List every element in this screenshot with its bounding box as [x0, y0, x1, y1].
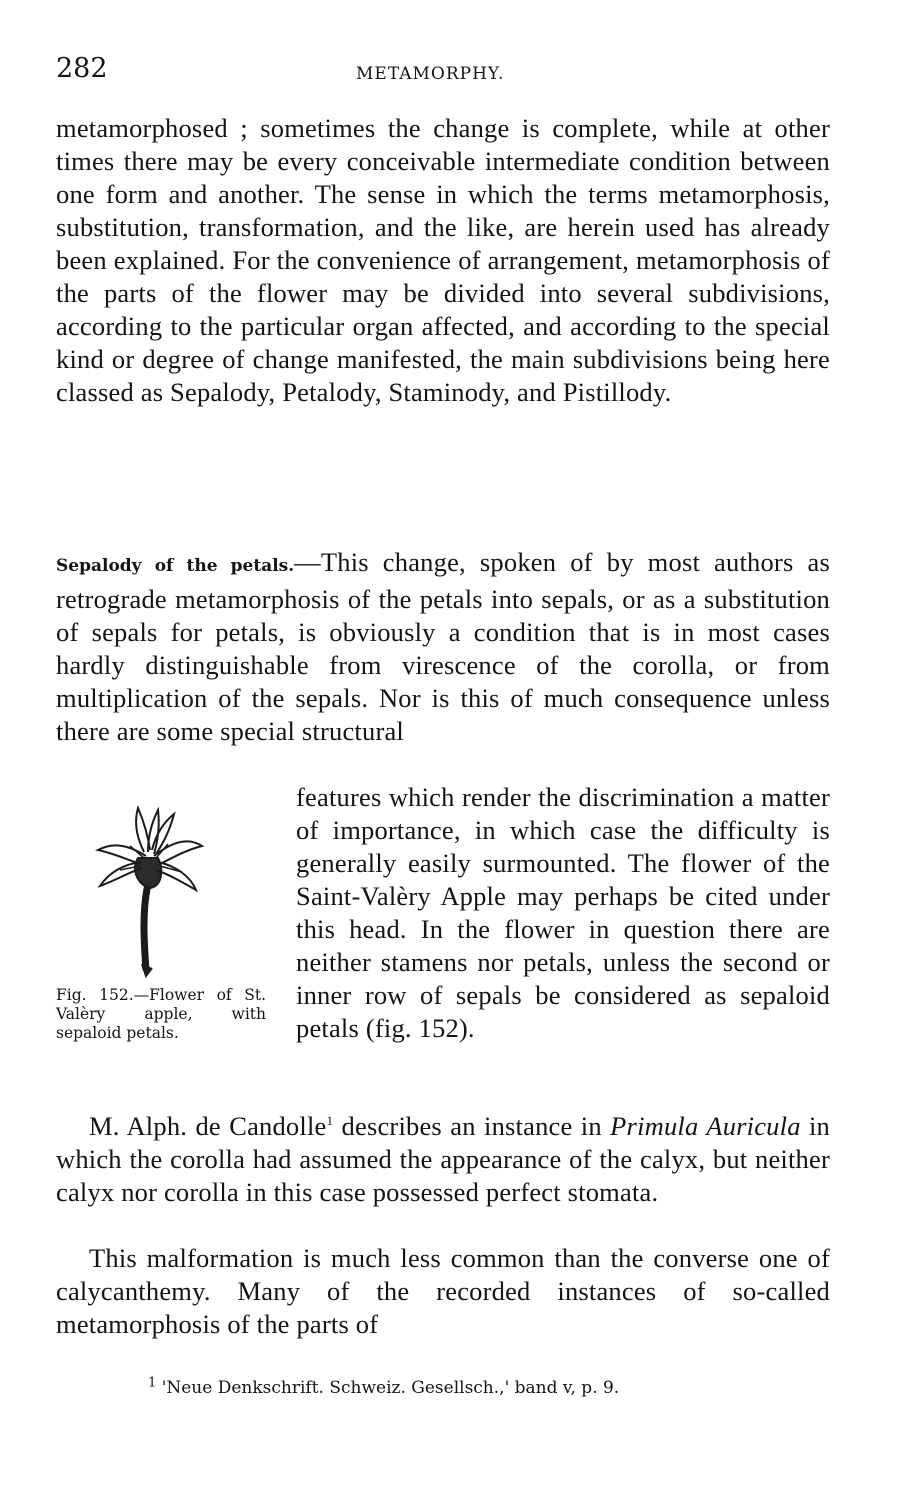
stem — [144, 884, 148, 970]
author-name: M. Alph. de Candolle — [89, 1111, 327, 1141]
paragraph-malformation: This malformation is much less common than the converse one of calycanthemy. Many of the recorded instances of so-called metamorphosis of the parts of — [56, 1243, 830, 1339]
candolle-text-before: describes an instance in — [333, 1111, 611, 1141]
paragraph-saint-valery-apple: features which render the discrimination a matter of importance, in which case the difficulty is generally easily surmounted. The flower of the Saint-Valèry Apple may perhaps be cited under this head. In the flower in question there are neither stamens nor petals, unless the second or inner row of sepals be considered as sepaloid petals (fig. 152). — [296, 782, 830, 1043]
running-title: METAMORPHY. — [356, 64, 505, 84]
figure-label: Fig. 152. — [56, 986, 134, 1004]
figure-caption — [56, 986, 266, 1043]
paragraph-candolle — [56, 1110, 830, 1209]
footnote-marker: 1 — [148, 1375, 157, 1391]
footnote — [148, 1376, 848, 1400]
paragraph-sepalody — [56, 546, 830, 748]
flower-illustration-drawing — [98, 808, 202, 976]
candolle-text-after: in which the corolla had assumed the appearance of the calyx, but neither calyx nor corolla in this case possessed perfect stomata. — [56, 1111, 830, 1207]
figure-caption-text: —Flower of St. Valèry apple, with sepaloid petals. — [56, 986, 267, 1042]
footnote-text: 'Neue Denkschrift. Schweiz. Gesellsch.,' band v, p. 9. — [161, 1378, 620, 1398]
page-header — [56, 52, 830, 92]
sepalody-lead-text: —This change, spoken of by most authors as retrograde metamorphosis of the petals into sepals, or as a substitution of sepals for petals, is obviously a condition that is in most cases hardly distinguishable from virescence of the corolla, or from multiplication of the sepals. Nor is this of much consequence unless there are some special structural — [56, 547, 830, 746]
figure-152 — [56, 800, 278, 1100]
page-number: 282 — [56, 53, 108, 84]
flower-illustration — [90, 800, 210, 980]
species-name: Primula Auricula — [610, 1111, 801, 1141]
footnote-reference[interactable]: 1 — [326, 1113, 334, 1129]
section-heading-sepalody: Sepalody of the petals. — [56, 556, 295, 576]
paragraph-introduction: metamorphosed ; sometimes the change is complete, while at other times there may be every conceivable intermediate condition between one form and another. The sense in which the terms metamorphosis, substitution, transformation, and the like, are herein used has already been explained. For the convenience of arrangement, metamorphosis of the parts of the flower may be divided into several subdivisions, according to the particular organ affected, and according to the special kind or degree of change manifested, the main subdivisions being here classed as Sepalody, Petalody, Staminody, and Pistillody. — [56, 113, 830, 407]
